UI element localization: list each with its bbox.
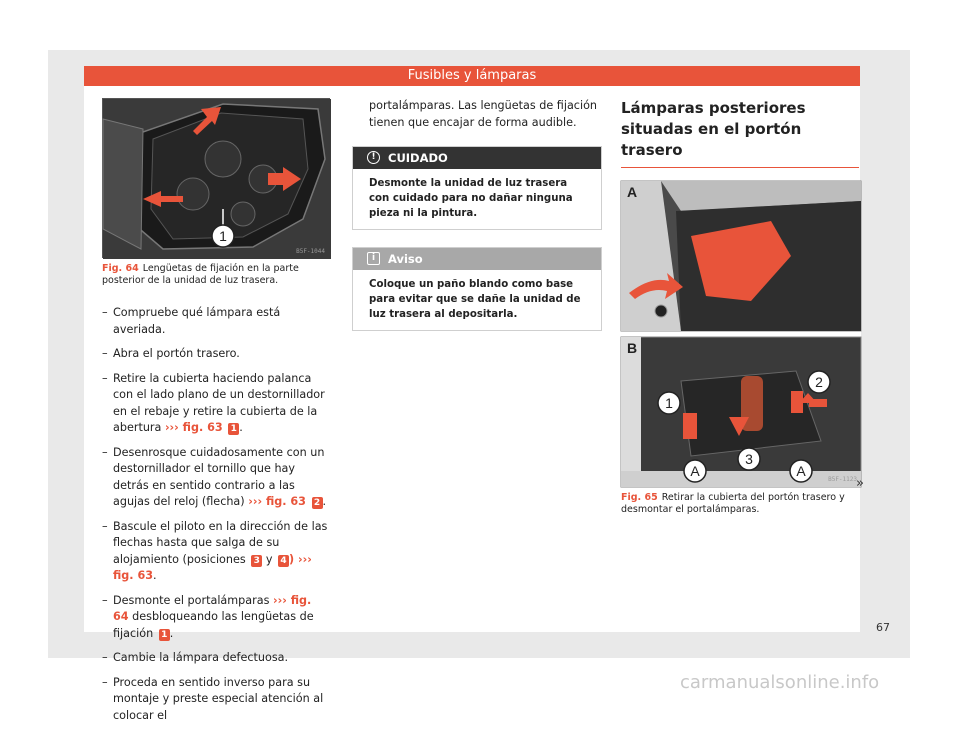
list-item: – Compruebe qué lámpara está averiada. [102, 305, 330, 338]
figure-reference-link[interactable]: ››› fig. 64 [113, 593, 312, 623]
list-item: – Desmonte el portalámparas ››› fig. 64 desbloqueando las lengüetas de fijación 1 . [102, 593, 330, 643]
step-list [102, 305, 330, 724]
list-item: – Bascule el piloto en la dirección de las flechas hasta que salga de su alojamiento (posiciones 3 y 4 ) ››› fig. 63. [102, 519, 330, 585]
continue-mark: » [856, 476, 864, 491]
caution-box [352, 146, 602, 230]
note-box [352, 247, 602, 331]
section-title: Lámparas posteriores situadas en el portón trasero [621, 98, 859, 168]
column-middle [352, 98, 602, 331]
figure-code: B5F-1044 [296, 248, 325, 255]
callout-number: 2 [815, 374, 823, 390]
list-item: – Retire la cubierta haciendo palanca con el lado plano de un destornillador en el rebaje y retire la cubierta de la abertura ››› fig. 63 1 . [102, 371, 330, 437]
callout-badge: 2 [312, 497, 323, 509]
column-right [621, 98, 861, 516]
list-item: – Proceda en sentido inverso para su montaje y preste especial atención al colocar el [102, 675, 330, 725]
figure-label: Fig. 65 [621, 492, 658, 503]
continued-paragraph: portalámparas. Las lengüetas de fijación tienen que encajar de forma audible. [369, 99, 598, 129]
figure-label: Fig. 64 [102, 263, 139, 274]
watermark: carmanualsonline.info [680, 672, 880, 693]
callout-badge: 1 [159, 629, 170, 641]
panel-label-a: A [627, 184, 638, 200]
figure-reference-link[interactable]: ) ››› fig. 63 [113, 552, 312, 582]
list-item: – Cambie la lámpara defectuosa. [102, 650, 330, 667]
caution-body: Desmonte la unidad de luz trasera con cuidado para no dañar ninguna pieza ni la pintura. [369, 178, 573, 219]
note-header [353, 248, 601, 270]
warning-circle-icon: ! [367, 151, 380, 164]
callout-number: 1 [219, 228, 227, 244]
figure-64-illustration [103, 99, 331, 259]
panel-label-b: B [627, 340, 638, 356]
figure-65-illustration [621, 181, 861, 487]
note-title: Aviso [388, 252, 423, 266]
callout-badge: 3 [251, 555, 262, 567]
caution-header [353, 147, 601, 169]
callout-number: 1 [665, 395, 673, 411]
figure-65-image [621, 181, 861, 487]
figure-64-caption [102, 263, 330, 287]
figure-code: B5F-1123 [828, 476, 857, 483]
callout-number: 3 [745, 451, 753, 467]
callout-badge: 1 [228, 423, 239, 435]
page-header: Fusibles y lámparas [84, 66, 860, 86]
figure-65-caption [621, 492, 851, 516]
callout-number: A [690, 463, 700, 479]
caption-text: Retirar la cubierta del portón trasero y desmontar el portalámparas. [621, 492, 845, 515]
list-item: – Abra el portón trasero. [102, 346, 330, 363]
info-icon: i [367, 252, 380, 265]
caption-text: Lengüetas de fijación en la parte posterior de la unidad de luz trasera. [102, 263, 299, 286]
page-number: 67 [876, 621, 890, 634]
callout-number: A [796, 463, 806, 479]
figure-reference-link[interactable]: ››› fig. 63 [248, 495, 306, 508]
note-body: Coloque un paño blando como base para evitar que se dañe la unidad de luz trasera al depositarla. [369, 279, 581, 320]
figure-64-image [102, 98, 330, 258]
column-left [102, 98, 330, 732]
callout-badge: 4 [278, 555, 289, 567]
list-item: – Desenrosque cuidadosamente con un destornillador el tornillo que hay detrás en sentido contrario a las agujas del reloj (flecha) ››› fig. 63 2 . [102, 445, 330, 511]
figure-reference-link[interactable]: ››› fig. 63 [164, 421, 223, 434]
caution-title: CUIDADO [388, 151, 448, 165]
